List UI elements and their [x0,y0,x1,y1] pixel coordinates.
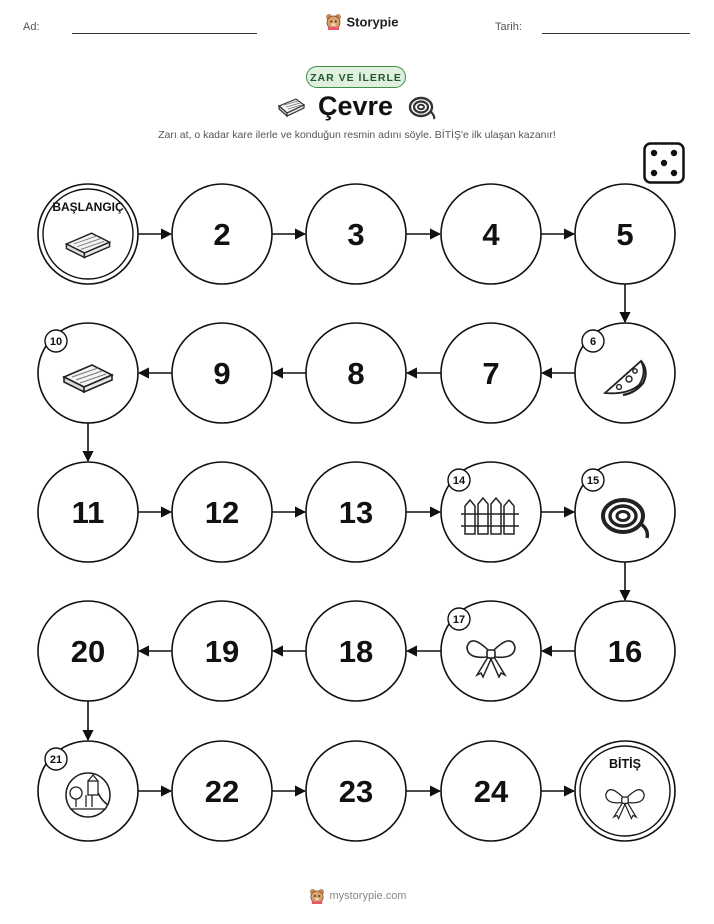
cell-number: 11 [71,495,105,530]
cell-number: 12 [204,495,240,530]
board-cell-14[interactable] [441,462,541,562]
date-field-line[interactable] [542,33,690,34]
board-cell-5[interactable] [575,184,675,284]
cell-number: 13 [338,495,374,530]
board-cell-2[interactable] [172,184,272,284]
instructions: Zarı at, o kadar kare ilerle ve konduğun resmin adını söyle. BİTİŞ'e ilk ulaşan kazanır! [158,129,556,141]
cell-number: 19 [204,634,240,669]
board-cell-1[interactable] [38,184,138,284]
bear-logo-icon [309,888,325,904]
title-right-illustration [407,93,437,126]
cell-number: 23 [338,774,374,809]
board-cell-19[interactable] [172,601,272,701]
board-cell-20[interactable] [38,601,138,701]
board-cell-8[interactable] [306,323,406,423]
cell-number: 20 [70,634,106,669]
mattress-icon [276,95,306,119]
board-cell-13[interactable] [306,462,406,562]
board-cell-3[interactable] [306,184,406,284]
name-label: Ad: [23,21,40,33]
game-board [0,170,714,860]
cell-number: 5 [616,217,634,252]
finish-label: BİTİŞ [609,757,641,771]
cell-number: 8 [347,356,365,391]
footer-url: mystorypie.com [329,889,407,902]
board-cell-15[interactable] [575,462,675,562]
cell-number: 4 [482,217,500,252]
cell-circle [575,741,675,841]
cell-number: 10 [49,336,63,348]
cell-number: 9 [213,356,231,391]
board-cell-25[interactable] [575,741,675,841]
board-cell-17[interactable] [441,601,541,701]
cell-number: 2 [213,217,231,252]
board-cell-6[interactable] [575,323,675,423]
cell-number: 16 [607,634,643,669]
board-cell-23[interactable] [306,741,406,841]
page-title: Çevre [318,91,394,121]
board-cell-11[interactable] [38,462,138,562]
date-label: Tarih: [495,21,522,33]
bear-logo-icon [325,13,342,30]
brand-name: Storypie [346,14,399,30]
footer [309,887,406,905]
name-field-line[interactable] [72,33,257,34]
cell-number: 24 [473,774,509,809]
cell-number: 6 [589,336,597,348]
cell-number: 14 [452,475,466,487]
board-cell-10[interactable] [38,323,138,423]
board-cell-22[interactable] [172,741,272,841]
brand-logo [325,13,398,31]
board-cell-9[interactable] [172,323,272,423]
cell-number: 3 [347,217,365,252]
board-cell-7[interactable] [441,323,541,423]
cell-number: 18 [338,634,374,669]
board-cell-16[interactable] [575,601,675,701]
start-label: BAŞLANGIÇ [52,200,124,214]
cell-number: 21 [49,754,63,766]
cell-number: 22 [204,774,240,809]
rope-coil-icon [407,93,437,121]
cell-number: 7 [482,356,500,391]
board-cell-18[interactable] [306,601,406,701]
board-cell-21[interactable] [38,741,138,841]
cell-number: 17 [452,614,466,626]
board-cell-12[interactable] [172,462,272,562]
game-type-badge: ZAR VE İLERLE [306,66,406,88]
board-cell-24[interactable] [441,741,541,841]
title-left-illustration [276,95,306,124]
cell-number: 15 [586,475,600,487]
board-cell-4[interactable] [441,184,541,284]
